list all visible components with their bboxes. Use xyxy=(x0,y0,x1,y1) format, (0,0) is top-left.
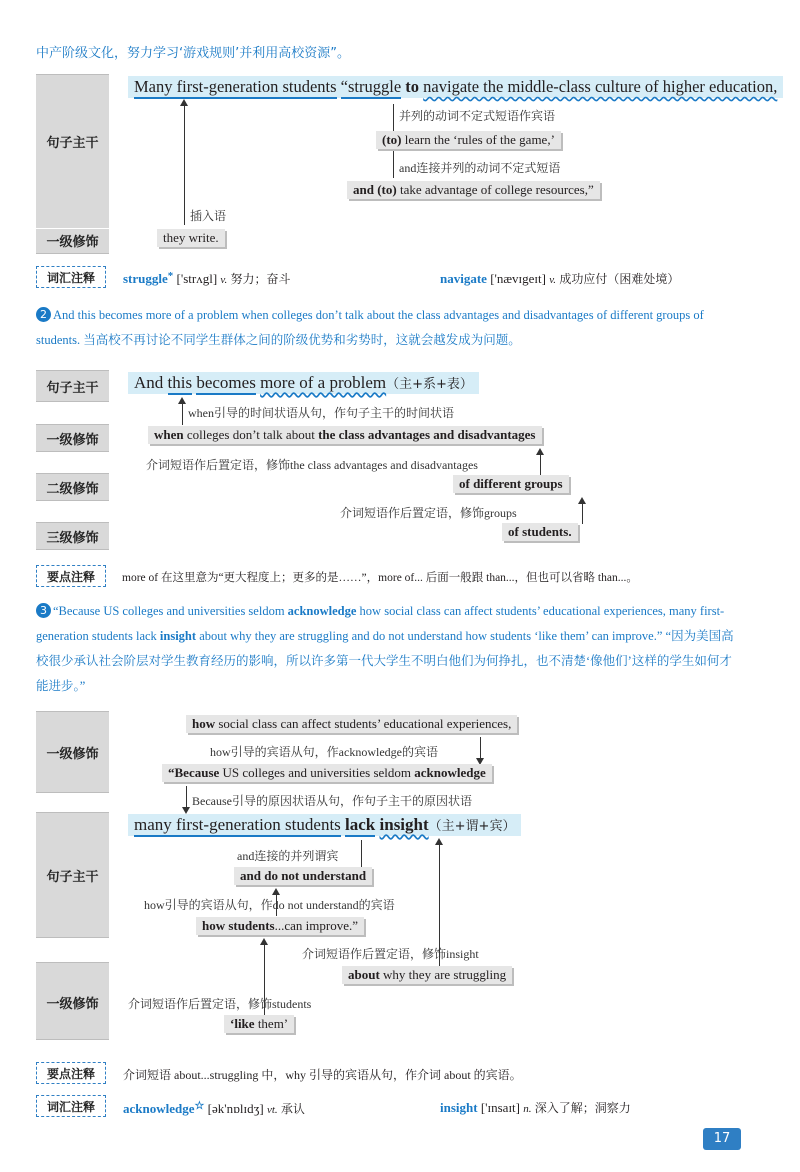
pos-acknowledge: vt. xyxy=(266,1104,278,1116)
number-2-icon: 2 xyxy=(36,307,51,322)
def-insight: 深入了解；洞察力 xyxy=(534,1101,631,1115)
connector-3a xyxy=(361,840,362,868)
star-icon: * xyxy=(167,270,174,282)
annotation-2c: 介词短语作后置定语，修饰groups xyxy=(340,506,517,520)
tag-vocab-3: 词汇注释 xyxy=(36,1095,106,1117)
vocab-entry-struggle xyxy=(123,270,291,287)
arrow-when xyxy=(182,399,183,425)
and-to-marker: and (to) xyxy=(353,182,397,197)
phrase-and-do-not: and do not understand xyxy=(234,867,372,885)
p3-e: about why they are struggling and do not understand how students ‘like them’ can improve.” “因为美国高校很少承认社会阶层对学生教育经历的影响，所以许多第一代大学生不明白他们为何挣扎，也不清楚‘像他们’这样的学生如何才能进步。” xyxy=(36,629,734,693)
label-mod1-2: 一级修饰 xyxy=(46,433,99,448)
arrow-because xyxy=(186,786,187,812)
subject-1: Many first-generation students xyxy=(134,77,337,99)
p3-c: how social class can affect students’ educational experiences, many first-generation students lack xyxy=(36,604,725,643)
like-word: ‘like xyxy=(230,1016,255,1031)
pos-navigate: v. xyxy=(549,274,557,286)
pos-insight: n. xyxy=(523,1103,532,1115)
paragraph-2 xyxy=(36,303,742,353)
connector-1b xyxy=(393,154,394,178)
how-social-text: social class can affect students’ educational experiences, xyxy=(218,716,512,731)
them-word: them’ xyxy=(257,1016,289,1031)
p3-acknowledge: acknowledge xyxy=(287,604,357,618)
vocab-entry-acknowledge xyxy=(123,1099,305,1117)
def-navigate: 成功应付（困难处境） xyxy=(559,272,680,286)
label-main-1: 句子主干 xyxy=(46,136,99,151)
phonetic-acknowledge: [ək'nɒlɪdʒ] xyxy=(207,1101,264,1116)
because-word: “Because xyxy=(168,765,220,780)
label-mod1b-3: 一级修饰 xyxy=(46,997,99,1012)
tag-note-3: 要点注释 xyxy=(36,1062,106,1084)
annotation-3f: 介词短语作后置定语，修饰students xyxy=(128,997,312,1011)
class-advantages: the class advantages and disadvantages xyxy=(318,427,536,442)
annotation-2b: 介词短语作后置定语，修饰the class advantages and disadvantages xyxy=(146,458,478,472)
phrase-learn-rules xyxy=(376,131,561,149)
vocab-word-navigate: navigate xyxy=(440,271,487,286)
predicative-2: more of a problem xyxy=(260,373,387,392)
arrow-of-groups xyxy=(540,450,541,475)
annotation-3c: and连接的并列谓宾 xyxy=(237,849,339,863)
phrase-about-why xyxy=(342,966,512,984)
def-acknowledge: 承认 xyxy=(280,1102,305,1116)
paragraph-2-text: And this becomes more of a problem when colleges don’t talk about the class advantages and disadvantages of different groups of students. 当高校不再讨论不同学生群体之间的阶级优势和劣势时，这就会越发成为问题。 xyxy=(36,308,704,347)
annotation-3e: 介词短语作后置定语，修饰insight xyxy=(302,947,479,961)
page-number: 17 xyxy=(703,1128,741,1150)
pos-struggle: v. xyxy=(220,274,228,286)
note-3-text: 介词短语 about...struggling 中，why 引导的宾语从句，作介词 about 的宾语。 xyxy=(123,1068,522,1082)
phrase-how-students xyxy=(196,917,364,935)
phrase-of-different-groups xyxy=(453,475,569,493)
verb-3: lack xyxy=(345,815,375,837)
arrow-of-students xyxy=(582,499,583,524)
and-2: And xyxy=(134,373,164,392)
phrase-they-write: they write. xyxy=(157,229,225,247)
label-mod1-3: 一级修饰 xyxy=(46,747,99,762)
vocab-entry-insight xyxy=(440,1099,631,1116)
how-word-1: how xyxy=(192,716,216,731)
when-word: when xyxy=(154,427,184,442)
phonetic-struggle: ['strʌgl] xyxy=(176,271,218,286)
take-advantage-text: take advantage of college resources,” xyxy=(399,182,594,197)
label-mod2-2: 二级修饰 xyxy=(46,482,99,497)
arrow-insertion xyxy=(184,101,185,225)
annotation-insertion: 插入语 xyxy=(190,209,227,223)
top-line: 中产阶级文化，努力学习‘游戏规则’并利用高校资源”。 xyxy=(36,46,350,61)
verb-1: “struggle xyxy=(341,77,401,99)
main-clause-2 xyxy=(128,372,479,394)
annotation-1b: and连接并列的动词不定式短语 xyxy=(399,161,561,175)
annotation-3a: how引导的宾语从句，作acknowledge的宾语 xyxy=(210,745,438,759)
structure-note-3: （主+谓+宾） xyxy=(428,819,516,834)
arrow-how-ack xyxy=(480,737,481,763)
paragraph-3 xyxy=(36,599,742,699)
acknowledge-word: acknowledge xyxy=(414,765,486,780)
note-2-text: more of 在这里意为“更大程度上；更多的是……”，more of... 后面一般跟 than...，但也可以省略 than...。 xyxy=(122,572,638,584)
phrase-of-students: of students. xyxy=(502,523,578,541)
to-1: to xyxy=(405,77,420,96)
object-1: navigate the middle-class culture of higher education, xyxy=(423,77,778,96)
tag-vocab-1: 词汇注释 xyxy=(36,266,106,288)
phrase-because xyxy=(162,764,492,782)
def-struggle: 努力；奋斗 xyxy=(230,272,291,286)
subject-2: this xyxy=(168,373,193,395)
label-mod1-1: 一级修饰 xyxy=(46,235,99,250)
p3-a: “Because US colleges and universities seldom xyxy=(53,604,288,618)
annotation-1a: 并列的动词不定式短语作宾语 xyxy=(399,109,556,123)
why-struggling: why they are struggling xyxy=(383,967,507,982)
subject-3: many first-generation students xyxy=(134,815,341,837)
object-3: insight xyxy=(379,815,429,834)
phrase-how-social-class xyxy=(186,715,517,733)
can-improve: ...can improve.” xyxy=(274,918,358,933)
learn-rules-text: learn the ‘rules of the game,’ xyxy=(404,132,555,147)
structure-note-2: （主+系+表） xyxy=(386,377,473,392)
annotation-3d: how引导的宾语从句，作do not understand的宾语 xyxy=(144,898,395,912)
about-word: about xyxy=(348,967,380,982)
label-main-2: 句子主干 xyxy=(46,381,99,396)
groups-word: groups xyxy=(524,476,563,491)
phrase-when-clause xyxy=(148,426,542,444)
phrase-take-advantage xyxy=(347,181,600,199)
vocab-entry-navigate xyxy=(440,270,679,287)
to-learn-marker: (to) xyxy=(382,132,402,147)
verb-2: becomes xyxy=(196,373,255,395)
label-mod3-2: 三级修饰 xyxy=(46,531,99,546)
main-clause-1 xyxy=(128,76,783,98)
annotation-3b: Because引导的原因状语从句，作句子主干的原因状语 xyxy=(192,794,472,808)
number-3-icon: 3 xyxy=(36,603,51,618)
phonetic-navigate: ['nævɪgeɪt] xyxy=(490,271,546,286)
annotation-2a: when引导的时间状语从句，作句子主干的时间状语 xyxy=(188,406,454,420)
of-different: of different xyxy=(459,476,522,491)
label-box-main-1 xyxy=(36,74,109,232)
hollow-star-icon: ☆ xyxy=(194,1100,205,1112)
phonetic-insight: ['ɪnsaɪt] xyxy=(480,1100,520,1115)
how-students-word: how students xyxy=(202,918,275,933)
because-text: US colleges and universities seldom xyxy=(222,765,411,780)
label-main-3: 句子主干 xyxy=(46,870,99,885)
p3-insight: insight xyxy=(159,629,197,643)
tag-note-2: 要点注释 xyxy=(36,565,106,587)
vocab-word-acknowledge: acknowledge xyxy=(123,1101,195,1116)
phrase-like-them xyxy=(224,1015,294,1033)
vocab-word-insight: insight xyxy=(440,1100,478,1115)
when-clause-text: colleges don’t talk about xyxy=(186,427,315,442)
main-clause-3 xyxy=(128,814,521,836)
vocab-word-struggle: struggle xyxy=(123,271,168,286)
